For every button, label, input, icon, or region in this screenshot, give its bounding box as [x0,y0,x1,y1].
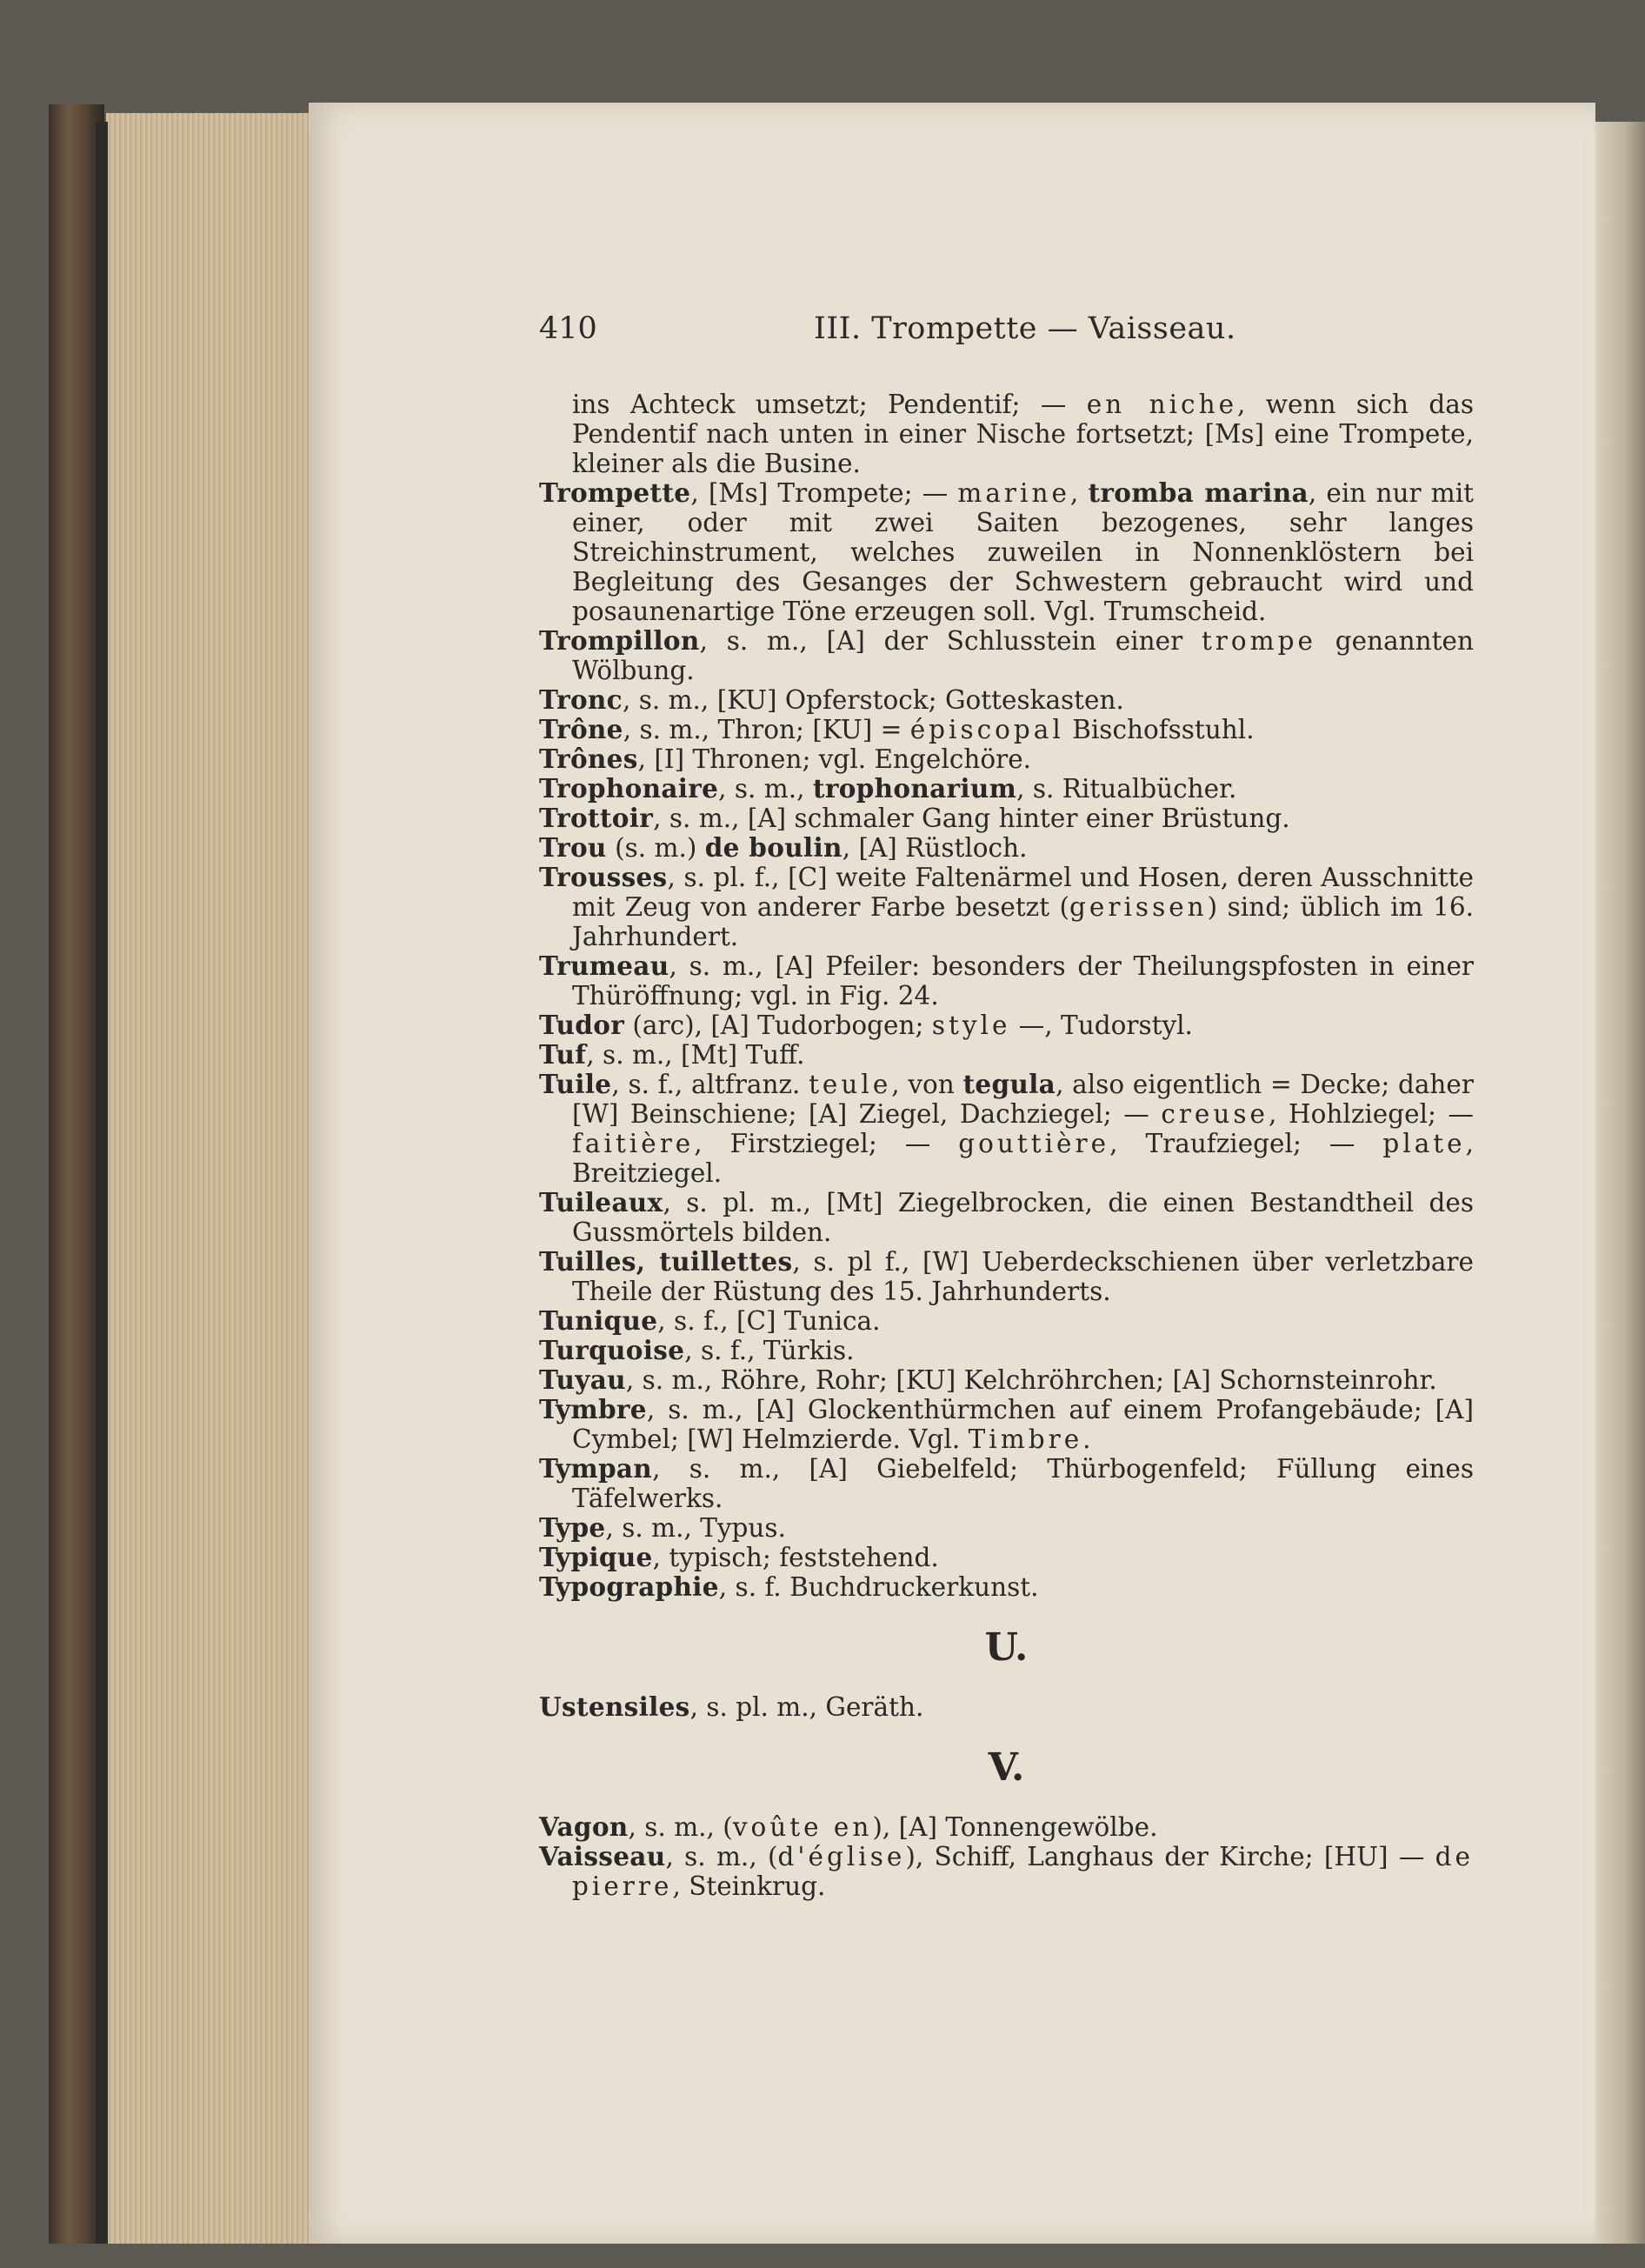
entry-text: , s. m., [718,774,813,804]
entry-text: —, Tudorstyl. [1010,1011,1193,1040]
dictionary-entry [539,478,1474,626]
entry-text: , [I] Thronen; vgl. Engelchöre. [637,744,1032,774]
dictionary-entries [539,390,1474,1901]
entry-text: , s. m., Typus. [605,1513,786,1543]
entry-text: , Steinkrug. [672,1871,826,1901]
entry-text: , ein nur mit einer, oder mit zwei Saiten bezogenes, sehr langes Streichinstrument, welches zuweilen in Nonnenklöstern bei Begleitung des Gesanges der Schwestern gebraucht wird und posaunenartige Töne erzeugen soll. Vgl. Trumscheid. [572,478,1474,626]
dictionary-entry [539,685,1474,715]
entry-headword: Trompillon [539,625,700,656]
entry-headword: Trophonaire [539,773,719,804]
dictionary-entry [539,1543,1474,1572]
dictionary-entry [539,1395,1474,1454]
entry-headword: tegula [962,1069,1056,1099]
facing-page-edge [1595,122,1645,2244]
entry-text: , s. m., [A] der Schlusstein einer [699,626,1202,656]
entry-text: , s. m., [A] schmaler Gang hinter einer Brüstung. [653,804,1290,833]
entry-text: , also eigentlich = Decke; daher [W] Beinschiene; [A] Ziegel, Dachziegel; — [572,1070,1474,1129]
entry-text: ), Schiff, Langhaus der Kirche; [HU] — [905,1842,1435,1871]
entry-headword: Trône [539,714,623,744]
dictionary-entry [539,1306,1474,1336]
dictionary-entry [539,1572,1474,1602]
entry-headword: Tympan [539,1453,653,1484]
entry-text: , von [891,1070,963,1099]
entries-section-v [539,1812,1474,1901]
entry-headword: Tuileaux [539,1187,663,1217]
entries-section-u [539,1692,1474,1722]
dictionary-entry [539,833,1474,863]
section-letter-v: V. [988,1745,1025,1790]
entry-headword: Vagon [539,1811,629,1842]
entry-headword: Trousses [539,862,668,892]
entry-text: (arc), [A] Tudorbogen; [624,1011,932,1040]
entry-headword: Trottoir [539,803,654,833]
page-stack-edge [106,113,315,2244]
dictionary-entry [539,390,1474,478]
entry-text: , s. m., [KU] Opferstock; Gotteskasten. [622,685,1124,715]
entry-term: creuse [1161,1099,1269,1129]
entry-headword: Typographie [539,1571,719,1602]
entry-headword: Tudor [539,1010,625,1040]
entry-text: , s. Ritualbücher. [1016,774,1237,804]
entry-text: , s. m., Thron; [KU] = [623,715,910,744]
entry-text: ) sind; üblich im 16. Jahrhundert. [572,892,1474,951]
entry-text: ), [A] Tonnengewölbe. [872,1812,1158,1842]
entry-headword: Trou [539,832,607,863]
entry-text: , Breitziegel. [572,1129,1474,1188]
entry-text: , [1069,478,1089,508]
dictionary-entry [539,1247,1474,1306]
entry-text: , [Ms] Trompete; — [690,478,958,508]
entry-text: , [A] Rüstloch. [842,833,1028,863]
entry-text: , s. pl. m., [Mt] Ziegelbrocken, die einen Bestandtheil des Gussmörtels bilden. [572,1188,1474,1247]
entry-headword: Tuf [539,1039,587,1070]
entry-headword: Trompette [539,477,691,508]
dictionary-entry [539,1040,1474,1070]
dictionary-entry [539,863,1474,951]
dictionary-entry [539,1812,1474,1842]
dictionary-entry [539,1692,1474,1722]
entry-headword: Tronc [539,684,623,715]
entry-headword: Tuyau [539,1364,626,1395]
entry-headword: Turquoise [539,1335,685,1365]
entry-text: , s. f., altfranz. [611,1070,809,1099]
page-header [539,311,1469,355]
entries-section-t [539,390,1474,1602]
entry-text: , s. m., ( [665,1842,778,1871]
entry-text: , s. m., Röhre, Rohr; [KU] Kelchröhrchen; [A] Schornsteinrohr. [625,1365,1437,1395]
entry-headword: Type [539,1512,606,1543]
dictionary-entry [539,774,1474,804]
entry-term: plate [1382,1129,1466,1158]
dictionary-entry [539,744,1474,774]
entry-term: trompe [1201,626,1316,656]
entry-term: voûte en [732,1812,873,1842]
entry-term: épiscopal [909,715,1064,744]
entry-term: style [931,1011,1011,1040]
dictionary-entry [539,715,1474,744]
entry-term: Timbre [968,1424,1083,1454]
entry-text: (s. m.) [606,833,705,863]
entry-text: , Traufziegel; — [1109,1129,1383,1158]
dictionary-entry [539,1454,1474,1513]
dictionary-entry [539,1336,1474,1365]
entry-text: . [1082,1424,1091,1454]
entry-text: , s. f., [C] Tunica. [657,1306,881,1336]
entry-text: , s. pl. f., [C] weite Faltenärmel und Hosen, deren Ausschnitte mit Zeug von anderer Farbe besetzt ( [572,863,1474,922]
dictionary-entry [539,1011,1474,1040]
dictionary-entry [539,1365,1474,1395]
section-letter-u: U. [984,1625,1029,1670]
entry-text: , s. m., [A] Glockenthürmchen auf einem Profangebäude; [A] Cymbel; [W] Helmzierde. Vgl. [572,1395,1474,1454]
entry-text: , wenn sich das Pendentif nach unten in einer Nische fortsetzt; [Ms] eine Trompete, kleiner als die Busine. [572,390,1474,478]
entry-headword: Trônes [539,744,638,774]
entry-text: , Firstziegel; — [694,1129,959,1158]
dictionary-entry [539,951,1474,1011]
entry-headword: Tuilles, tuillettes [539,1246,793,1277]
entry-text: , s. m., ( [628,1812,733,1842]
entry-headword: de boulin [704,832,842,863]
entry-text: , typisch; feststehend. [652,1543,939,1572]
entry-text: , s. m., [A] Giebelfeld; Thürbogenfeld; Füllung eines Täfelwerks. [572,1454,1474,1513]
entry-text: , s. m., [A] Pfeiler: besonders der Theilungspfosten in einer Thüröffnung; vgl. in Fig. 24. [572,951,1474,1011]
entry-text: , s. pl. m., Geräth. [689,1692,924,1722]
cover-edge [96,122,108,2244]
entry-headword: tromba marina [1088,477,1309,508]
entry-text: , s. f., Türkis. [684,1336,855,1365]
entry-headword: Typique [539,1542,653,1572]
entry-headword: Tunique [539,1305,658,1336]
running-head: III. Trompette — Vaisseau. [814,311,1236,346]
entry-term: marine [957,478,1070,508]
entry-term: gerissen [1069,892,1208,922]
entry-text: , s. f. Buchdruckerkunst. [718,1572,1039,1602]
entry-headword: Tymbre [539,1394,647,1424]
entry-text: , s. m., [Mt] Tuff. [586,1040,805,1070]
entry-headword: trophonarium [812,773,1017,804]
entry-term: en niche [1086,390,1238,419]
entry-headword: Trumeau [539,951,669,981]
entry-term: gouttière [958,1129,1110,1158]
entry-text: Bischofsstuhl. [1063,715,1255,744]
dictionary-entry [539,1842,1474,1901]
dictionary-entry [539,1513,1474,1543]
entry-headword: Tuile [539,1069,612,1099]
dictionary-entry [539,626,1474,685]
entry-text: ins Achteck umsetzt; Pendentif; — [572,390,1087,419]
page-number: 410 [539,311,597,346]
entry-term: de pierre [572,1842,1474,1901]
dictionary-entry [539,1070,1474,1188]
entry-term: faitière [572,1129,695,1158]
dictionary-entry [539,804,1474,833]
entry-term: d'église [777,1842,906,1871]
entry-text: , s. pl f., [W] Ueberdeckschienen über verletzbare Theile der Rüstung des 15. Jahrhunderts. [572,1247,1474,1306]
entry-text: genannten Wölbung. [572,626,1474,685]
entry-text: , Hohlziegel; — [1269,1099,1475,1129]
entry-term: teule [809,1070,892,1099]
entry-headword: Ustensiles [539,1691,690,1722]
dictionary-entry [539,1188,1474,1247]
entry-headword: Vaisseau [539,1841,666,1871]
